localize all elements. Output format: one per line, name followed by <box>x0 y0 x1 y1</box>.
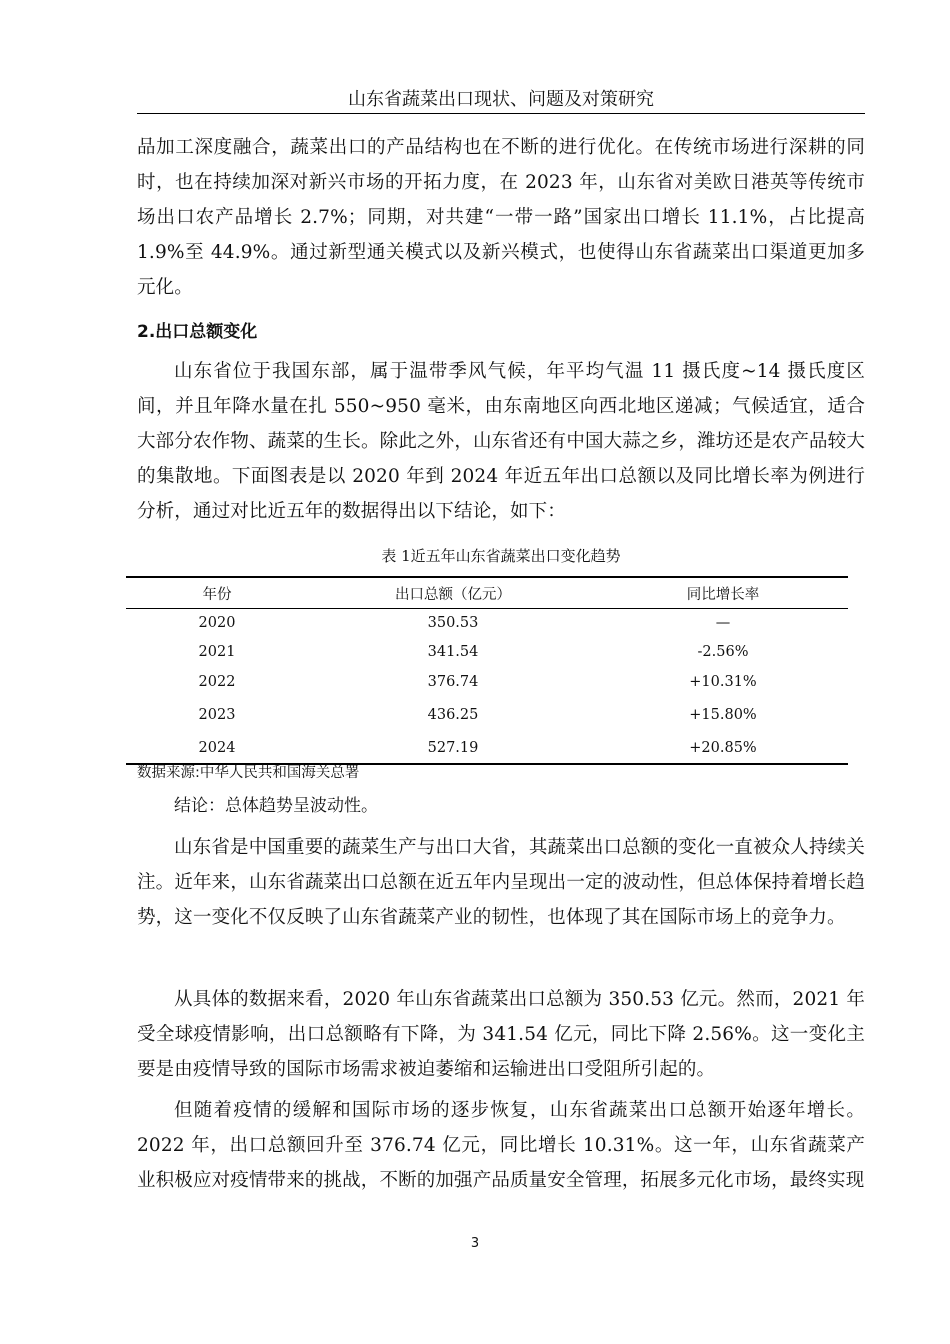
cell-growth-rate: +15.80% <box>689 707 757 723</box>
table-header-row <box>126 577 848 609</box>
cell-year: 2021 <box>198 644 236 660</box>
data-source-note: 数据来源:中华人民共和国海关总署 <box>137 765 360 781</box>
cell-export-total: 350.53 <box>427 615 479 632</box>
header-growth-rate: 同比增长率 <box>598 577 848 609</box>
header-export-total: 出口总额（亿元） <box>308 577 598 609</box>
table-row <box>126 734 848 764</box>
cell-year: 2023 <box>198 707 236 723</box>
conclusion-line: 结论：总体趋势呈波动性。 <box>174 796 378 816</box>
cell-export-total: 527.19 <box>308 734 598 764</box>
paragraph-overview: 山东省是中国重要的蔬菜生产与出口大省，其蔬菜出口总额的变化一直被众人持续关注。近年来，山东省蔬菜出口总额在近五年内呈现出一定的波动性，但总体保持着增长趋势，这一变化不仅反映了山东省蔬菜产业的韧性，也体现了其在国际市场上的竞争力。 <box>137 837 865 928</box>
cell-export-total: 341.54 <box>427 644 479 660</box>
cell-year: 2022 <box>198 673 236 690</box>
cell-growth-rate: -2.56% <box>697 644 749 660</box>
table-row <box>126 667 848 697</box>
cell-growth-rate: +10.31% <box>689 673 757 690</box>
table-row <box>126 638 848 667</box>
cell-year: 2020 <box>198 615 236 632</box>
paragraph-intro: 品加工深度融合，蔬菜出口的产品结构也在不断的进行优化。在传统市场进行深耕的同时，也在持续加深对新兴市场的开拓力度，在 2023 年，山东省对美欧日港英等传统市场出口农产品增长 2.7%；同期，对共建“一带一路”国家出口增长 11.1%，占比提高 1.9%至 44.9%。通过新型通关模式以及新兴模式，也使得山东省蔬菜出口渠道更加多元化。 <box>137 137 865 298</box>
header-rule <box>137 113 865 114</box>
page-number: 3 <box>470 1236 480 1251</box>
cell-year: 2024 <box>126 734 308 764</box>
cell-growth-rate: — <box>715 615 731 632</box>
export-data-table <box>126 576 848 765</box>
cell-export-total: 436.25 <box>427 707 479 723</box>
cell-growth-rate: +20.85% <box>598 734 848 764</box>
header-year: 年份 <box>126 577 308 609</box>
paragraph-geography: 山东省位于我国东部，属于温带季风气候，年平均气温 11 摄氏度~14 摄氏度区间，并且年降水量在扎 550~950 毫米，由东南地区向西北地区递减；气候适宜，适合大部分农作物、蔬菜的生长。除此之外，山东省还有中国大蒜之乡，潍坊还是农产品较大的集散地。下面图表是以 2020 年到 2024 年近五年出口总额以及同比增长率为例进行分析，通过对比近五年的数据得出以下结论，如下： <box>137 361 865 522</box>
running-header: 山东省蔬菜出口现状、问题及对策研究 <box>348 89 654 110</box>
section-heading: 2.出口总额变化 <box>137 322 258 342</box>
table-row <box>126 609 848 638</box>
paragraph-data: 从具体的数据来看，2020 年山东省蔬菜出口总额为 350.53 亿元。然而，2021 年受全球疫情影响，出口总额略有下降，为 341.54 亿元，同比下降 2.56%。这一变化主要是由疫情导致的国际市场需求被迫萎缩和运输进出口受阻所引起的。 <box>137 989 865 1080</box>
paragraph-recovery: 但随着疫情的缓解和国际市场的逐步恢复，山东省蔬菜出口总额开始逐年增长。2022 年，出口总额回升至 376.74 亿元，同比增长 10.31%。这一年，山东省蔬菜产业积极应对疫情带来的挑战，不断的加强产品质量安全管理，拓展多元化市场，最终实现 <box>137 1100 865 1191</box>
table-caption: 表 1近五年山东省蔬菜出口变化趋势 <box>381 547 621 565</box>
table-row <box>126 697 848 734</box>
cell-export-total: 376.74 <box>427 673 479 690</box>
